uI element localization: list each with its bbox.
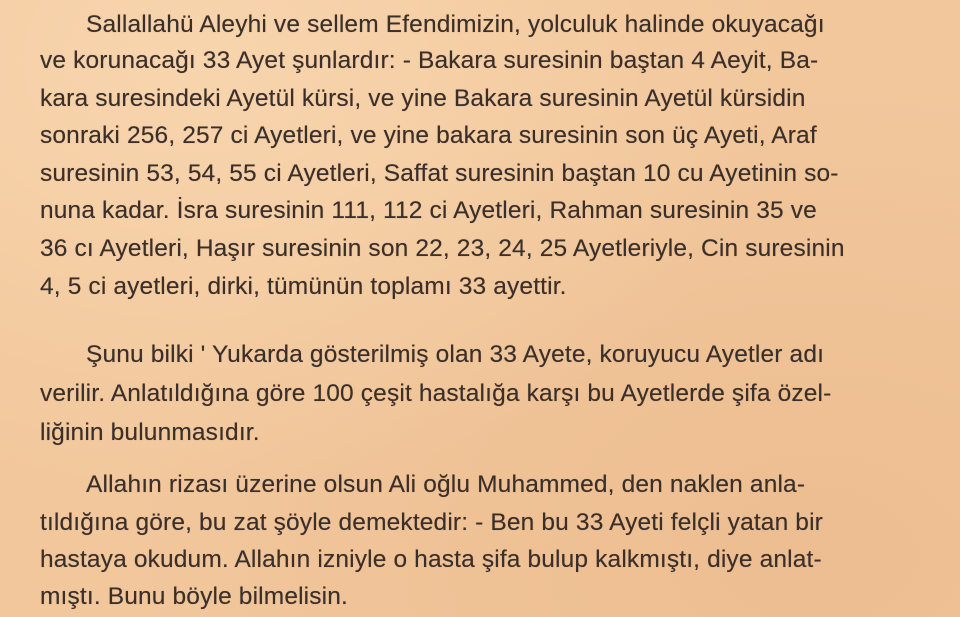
text-line: suresinin 53, 54, 55 ci Ayetleri, Saffat suresinin baştan 10 cu Ayetinin so- [40, 160, 839, 187]
text-line: sonraki 256, 257 ci Ayetleri, ve yine bakara suresinin son üç Ayeti, Araf [40, 122, 817, 149]
text-line: 36 cı Ayetleri, Haşır suresinin son 22, 23, 24, 25 Ayetleriyle, Cin suresinin [40, 235, 845, 262]
text-line: Allahın rizası üzerine olsun Ali oğlu Muhammed, den naklen anla- [86, 471, 806, 498]
text-line: liğinin bulunmasıdır. [40, 419, 260, 446]
text-line: tıldığına göre, bu zat şöyle demektedir: - Ben bu 33 Ayeti felçli yatan bir [40, 509, 823, 536]
text-line: 4, 5 ci ayetleri, dirki, tümünün toplamı 33 ayettir. [40, 273, 567, 300]
text-line: Şunu bilki ' Yukarda gösterilmiş olan 33 Ayete, koruyucu Ayetler adı [86, 341, 825, 368]
text-line: hastaya okudum. Allahın izniyle o hasta şifa bulup kalkmıştı, diye anlat- [40, 546, 822, 573]
text-line: kara suresindeki Ayetül kürsi, ve yine Bakara suresinin Ayetül kürsidin [40, 85, 806, 112]
text-line: mıştı. Bunu böyle bilmelisin. [40, 583, 349, 610]
text-line: nuna kadar. İsra suresinin 111, 112 ci Ayetleri, Rahman suresinin 35 ve [40, 197, 817, 224]
text-line: ve korunacağı 33 Ayet şunlardır: - Bakara suresinin baştan 4 Aeyit, Ba- [40, 47, 819, 74]
text-line: Sallallahü Aleyhi ve sellem Efendimizin, yolculuk halinde okuyacağı [86, 11, 825, 38]
text-line: verilir. Anlatıldığına göre 100 çeşit hastalığa karşı bu Ayetlerde şifa özel- [40, 380, 832, 407]
